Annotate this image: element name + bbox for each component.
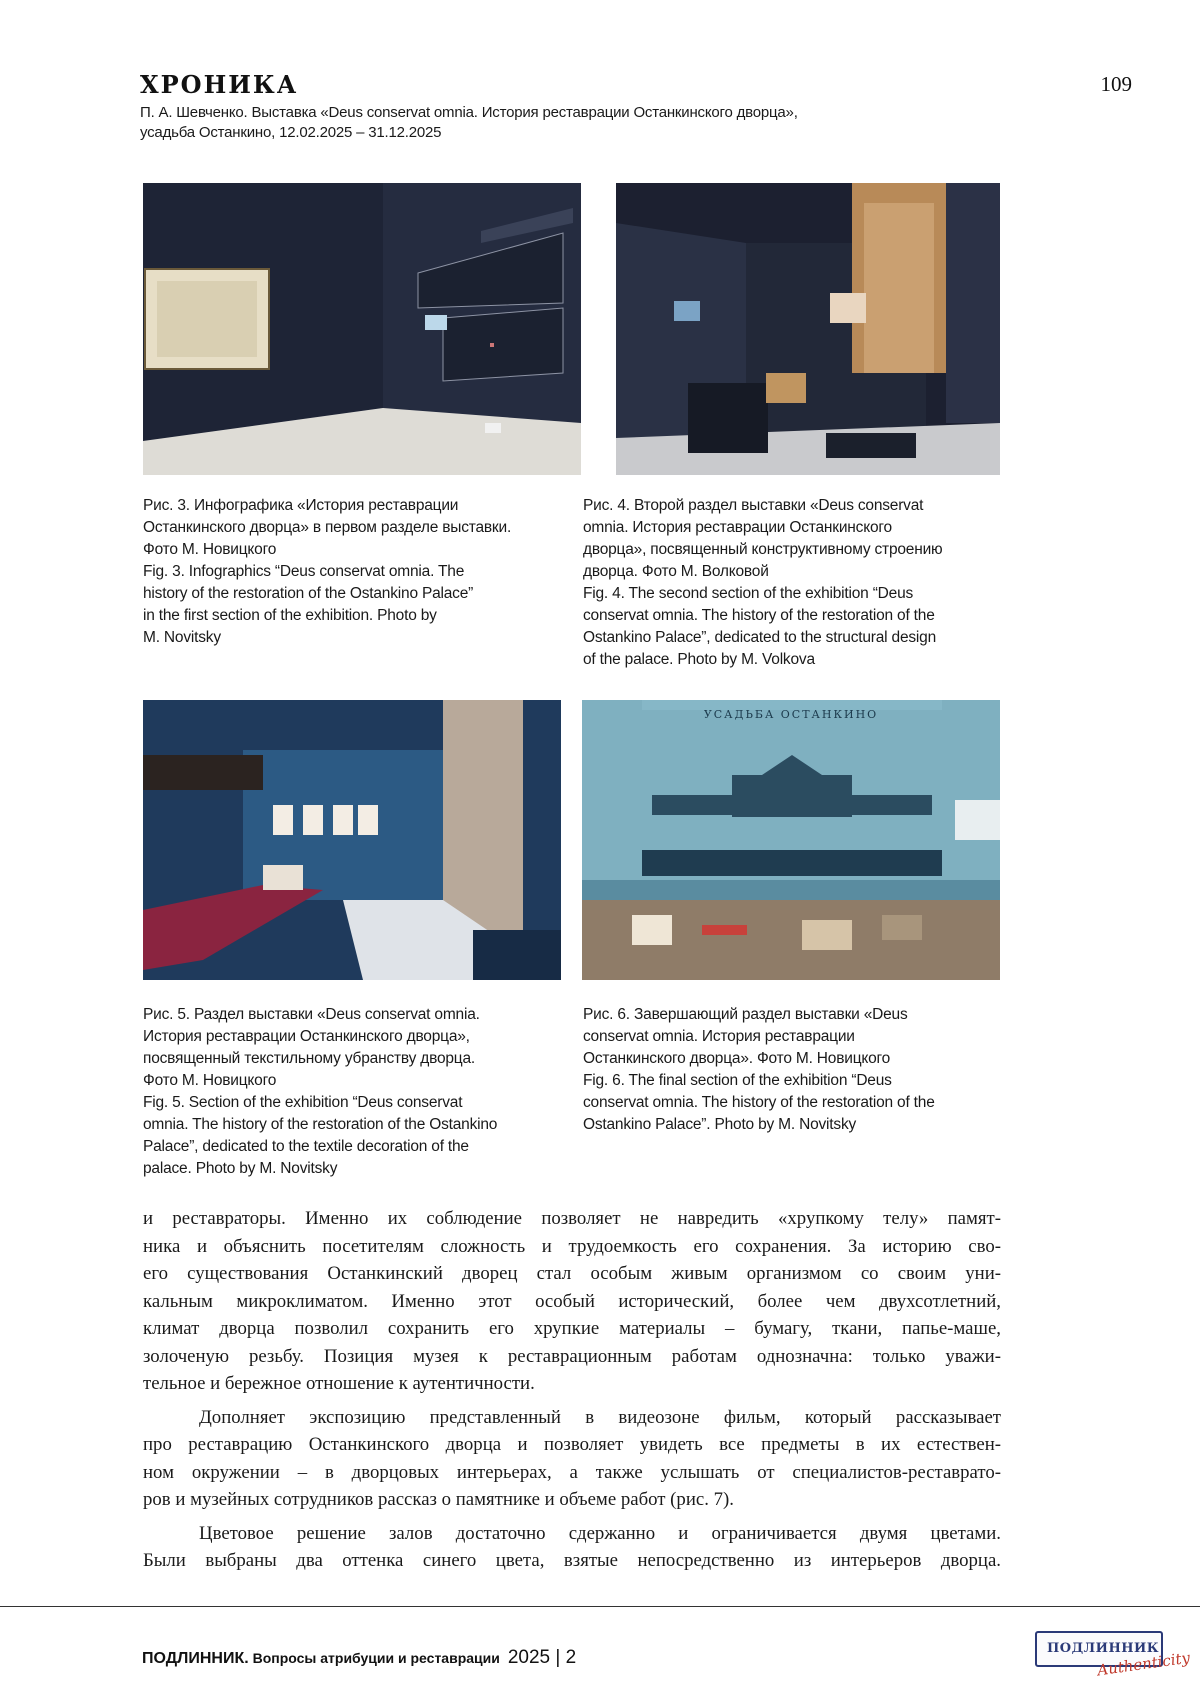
caption-line: omnia. История реставрации Останкинского <box>583 517 942 539</box>
caption-line: in the first section of the exhibition. Photo by <box>143 605 511 627</box>
figure-3-caption <box>143 495 511 649</box>
caption-line: Останкинского дворца». Фото М. Новицкого <box>583 1048 935 1070</box>
caption-line: Fig. 6. The final section of the exhibition “Deus <box>583 1070 935 1092</box>
text-line: климат дворца позволил сохранить его хрупкие материалы – бумагу, ткани, папье-маше, <box>143 1315 1001 1343</box>
caption-line: дворца. Фото М. Волковой <box>583 561 942 583</box>
subtitle-line: П. А. Шевченко. Выставка «Deus conservat omnia. История реставрации Останкинского дворца», <box>140 103 900 123</box>
caption-line: conservat omnia. История реставрации <box>583 1026 935 1048</box>
text-line: ном окружении – в дворцовых интерьерах, а также услышать от специалистов-реставрато- <box>143 1459 1001 1487</box>
caption-line: дворца», посвященный конструктивному строению <box>583 539 942 561</box>
figure-5-caption <box>143 1004 497 1180</box>
caption-line: palace. Photo by M. Novitsky <box>143 1158 497 1180</box>
text-line: про реставрацию Останкинского дворца и позволяет увидеть все предметы в их естествен- <box>143 1431 1001 1459</box>
paragraph <box>143 1404 1001 1514</box>
subtitle-line: усадьба Останкино, 12.02.2025 – 31.12.2025 <box>140 123 900 143</box>
journal-name: ПОДЛИННИК. <box>142 1650 249 1667</box>
paragraph <box>143 1520 1001 1575</box>
logo-script: Authenticity <box>1096 1649 1191 1680</box>
text-line: ника и объяснить посетителям сложность и трудоемкость его сохранения. За историю сво- <box>143 1233 1001 1261</box>
caption-line: conservat omnia. The history of the restoration of the <box>583 605 942 627</box>
body-text <box>143 1205 1001 1575</box>
figure-6-photo <box>582 700 1000 980</box>
caption-line: Fig. 5. Section of the exhibition “Deus conservat <box>143 1092 497 1114</box>
section-title: ХРОНИКА <box>140 70 298 99</box>
figure-3-photo <box>143 183 581 475</box>
figure-6-caption <box>583 1004 935 1136</box>
text-line: Дополняет экспозицию представленный в видеозоне фильм, который рассказывает <box>143 1404 1001 1432</box>
text-line: ров и музейных сотрудников рассказ о памятнике и объеме работ (рис. 7). <box>143 1486 1001 1514</box>
paragraph <box>143 1205 1001 1398</box>
text-line: его существования Останкинский дворец стал особым живым организмом со своим уни- <box>143 1260 1001 1288</box>
caption-line: M. Novitsky <box>143 627 511 649</box>
page-number: 109 <box>1101 72 1133 97</box>
text-line: кальным микроклиматом. Именно этот особый исторический, более чем двухсотлетний, <box>143 1288 1001 1316</box>
caption-line: of the palace. Photo by M. Volkova <box>583 649 942 671</box>
journal-issue: 2025 | 2 <box>508 1647 576 1668</box>
caption-line: Останкинского дворца» в первом разделе выставки. <box>143 517 511 539</box>
caption-line: Ostankino Palace”. Photo by M. Novitsky <box>583 1114 935 1136</box>
footer-journal-title <box>142 1647 576 1669</box>
caption-line: Palace”, dedicated to the textile decoration of the <box>143 1136 497 1158</box>
text-line: Были выбраны два оттенка синего цвета, взятые непосредственно из интерьеров дворца. <box>143 1547 1001 1575</box>
text-line: Цветовое решение залов достаточно сдержанно и ограничивается двумя цветами. <box>143 1520 1001 1548</box>
text-line: золоченую резьбу. Позиция музея к реставрационным работам однозначна: только уважи- <box>143 1343 1001 1371</box>
caption-line: посвященный текстильному убранству дворца. <box>143 1048 497 1070</box>
caption-line: Фото М. Новицкого <box>143 1070 497 1092</box>
text-line: тельное и бережное отношение к аутентичности. <box>143 1370 1001 1398</box>
journal-subtitle: Вопросы атрибуции и реставрации <box>249 1650 500 1666</box>
caption-line: Рис. 4. Второй раздел выставки «Deus conservat <box>583 495 942 517</box>
caption-line: Fig. 3. Infographics “Deus conservat omnia. The <box>143 561 511 583</box>
text-line: и реставраторы. Именно их соблюдение позволяет не навредить «хрупкому телу» памят- <box>143 1205 1001 1233</box>
caption-line: omnia. The history of the restoration of the Ostankino <box>143 1114 497 1136</box>
exhibition-sign: УСАДЬБА ОСТАНКИНО <box>704 708 878 721</box>
figure-4-photo <box>616 183 1000 475</box>
caption-line: Рис. 6. Завершающий раздел выставки «Deus <box>583 1004 935 1026</box>
caption-line: Рис. 5. Раздел выставки «Deus conservat omnia. <box>143 1004 497 1026</box>
article-subtitle <box>140 103 900 143</box>
figure-5-photo <box>143 700 561 980</box>
logo-text: ПОДЛИННИК <box>1047 1641 1159 1656</box>
figure-4-caption <box>583 495 942 671</box>
caption-line: История реставрации Останкинского дворца», <box>143 1026 497 1048</box>
caption-line: Fig. 4. The second section of the exhibition “Deus <box>583 583 942 605</box>
caption-line: history of the restoration of the Ostankino Palace” <box>143 583 511 605</box>
caption-line: Ostankino Palace”, dedicated to the structural design <box>583 627 942 649</box>
caption-line: Фото М. Новицкого <box>143 539 511 561</box>
footer-rule <box>0 1606 1200 1607</box>
caption-line: Рис. 3. Инфографика «История реставрации <box>143 495 511 517</box>
caption-line: conservat omnia. The history of the restoration of the <box>583 1092 935 1114</box>
journal-logo <box>1035 1631 1163 1667</box>
